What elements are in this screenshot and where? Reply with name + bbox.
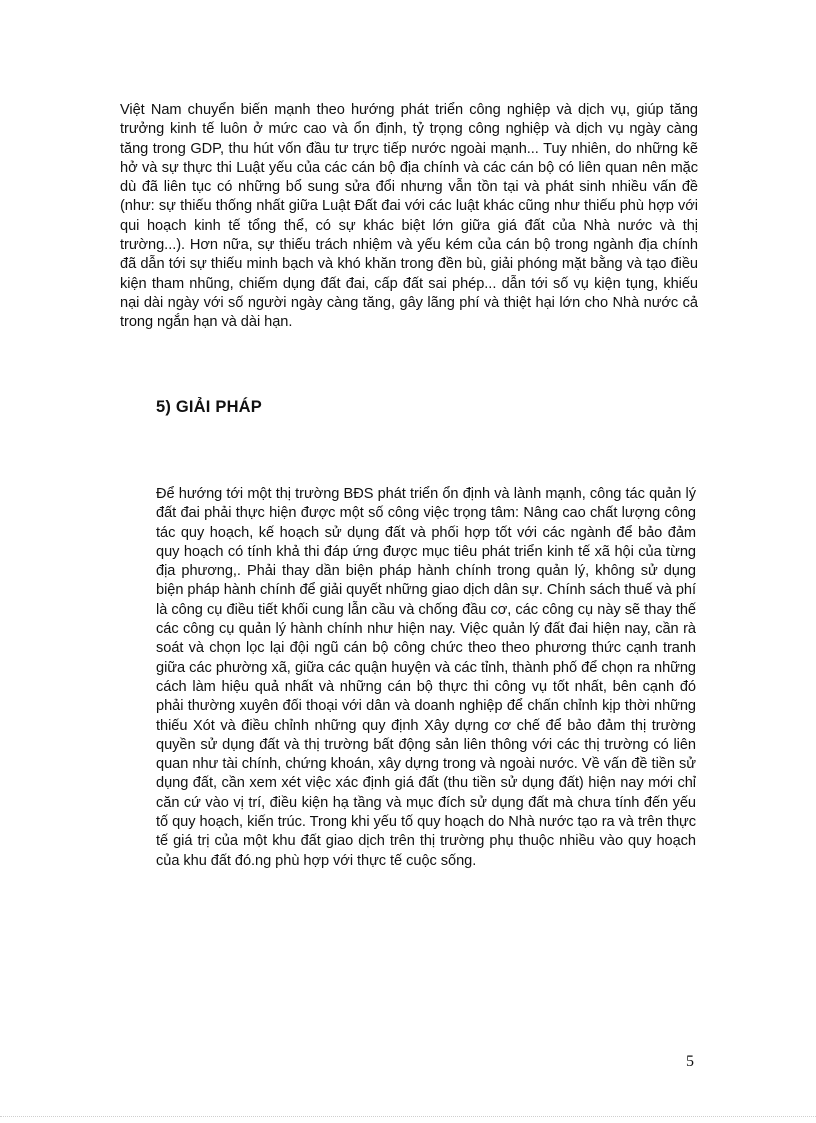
section-heading: 5) GIẢI PHÁP bbox=[156, 398, 263, 416]
page-bottom-divider bbox=[0, 1116, 816, 1117]
body-paragraph-solutions: Để hướng tới một thị trường BĐS phát triển ổn định và lành mạnh, công tác quản lý đất đai phải thực hiện được một số công việc trọng tâm: Nâng cao chất lượng công tác quy hoạch, kế hoạch sử dụng đất và phối hợp tốt với các ngành để bảo đảm quy hoạch có tính khả thi đáp ứng được mục tiêu phát triển kinh tế xã hội của từng địa phương,. Phải thay dần biện pháp hành chính trong quản lý, không sử dụng biện pháp hành chính để giải quyết những giao dịch dân sự. Chính sách thuế và phí là công cụ điều tiết khối cung lẫn cầu và chống đầu cơ, các công cụ này sẽ thay thế các công cụ quản lý hành chính như hiện nay. Việc quản lý đất đai hiện nay, cần rà soát và chọn lọc lại đội ngũ cán bộ công chức theo theo phương thức cạnh tranh giữa các phường xã, giữa các quận huyện và các tỉnh, thành phố để chọn ra những cách làm hiệu quả nhất và những cán bộ thực thi công vụ tốt nhất, bên cạnh đó phải thường xuyên đối thoại với dân và doanh nghiệp để chấn chỉnh kịp thời những thiếu Xót và điều chỉnh những quy định Xây dựng cơ chế để bảo đảm thị trường quyền sử dụng đất và thị trường bất động sản liên thông với các thị trường có liên quan như tài chính, chứng khoán, xây dựng trong và ngoài nước. Về vấn đề tiền sử dụng đất, cần xem xét việc xác định giá đất (thu tiền sử dụng đất) hiện nay mới chỉ căn cứ vào vị trí, điều kiện hạ tầng và mục đích sử dụng đất mà chưa tính đến yếu tố quy hoạch, kiến trúc. Trong khi yếu tố quy hoạch do Nhà nước tạo ra và trên thực tế giá trị của một khu đất giao dịch trên thị trường phụ thuộc nhiều vào quy hoạch của khu đất đó.ng phù hợp với thực tế cuộc sống. bbox=[156, 486, 696, 869]
body-paragraph-intro: Việt Nam chuyển biến mạnh theo hướng phát triển công nghiệp và dịch vụ, giúp tăng trưởng kinh tế luôn ở mức cao và ổn định, tỷ trọng công nghiệp và dịch vụ ngày càng tăng trong GDP, thu hút vốn đầu tư trực tiếp nước ngoài mạnh... Tuy nhiên, do những kẽ hở và sự thực thi Luật yếu của các cán bộ địa chính và các cán bộ có liên quan nên mặc dù đã liên tục có những bổ sung sửa đổi nhưng vẫn tồn tại và phát sinh nhiều vấn đề (như: sự thiếu thống nhất giữa Luật Đất đai với các luật khác cũng như thiếu phù hợp với qui hoạch kinh tế tổng thể, có sự khác biệt lớn giữa giá đất của Nhà nước và thị trường...). Hơn nữa, sự thiếu trách nhiệm và yếu kém của cán bộ trong ngành địa chính đã dẫn tới sự thiếu minh bạch và khó khăn trong đền bù, giải phóng mặt bằng và tạo điều kiện tham nhũng, chiếm dụng đất đai, cấp đất sai phép... dẫn tới số vụ kiện tụng, khiếu nại dài ngày với số người ngày càng tăng, gây lãng phí và thiệt hại lớn cho Nhà nước cả trong ngắn hạn và dài hạn. bbox=[120, 102, 698, 331]
page-number: 5 bbox=[686, 1053, 694, 1070]
